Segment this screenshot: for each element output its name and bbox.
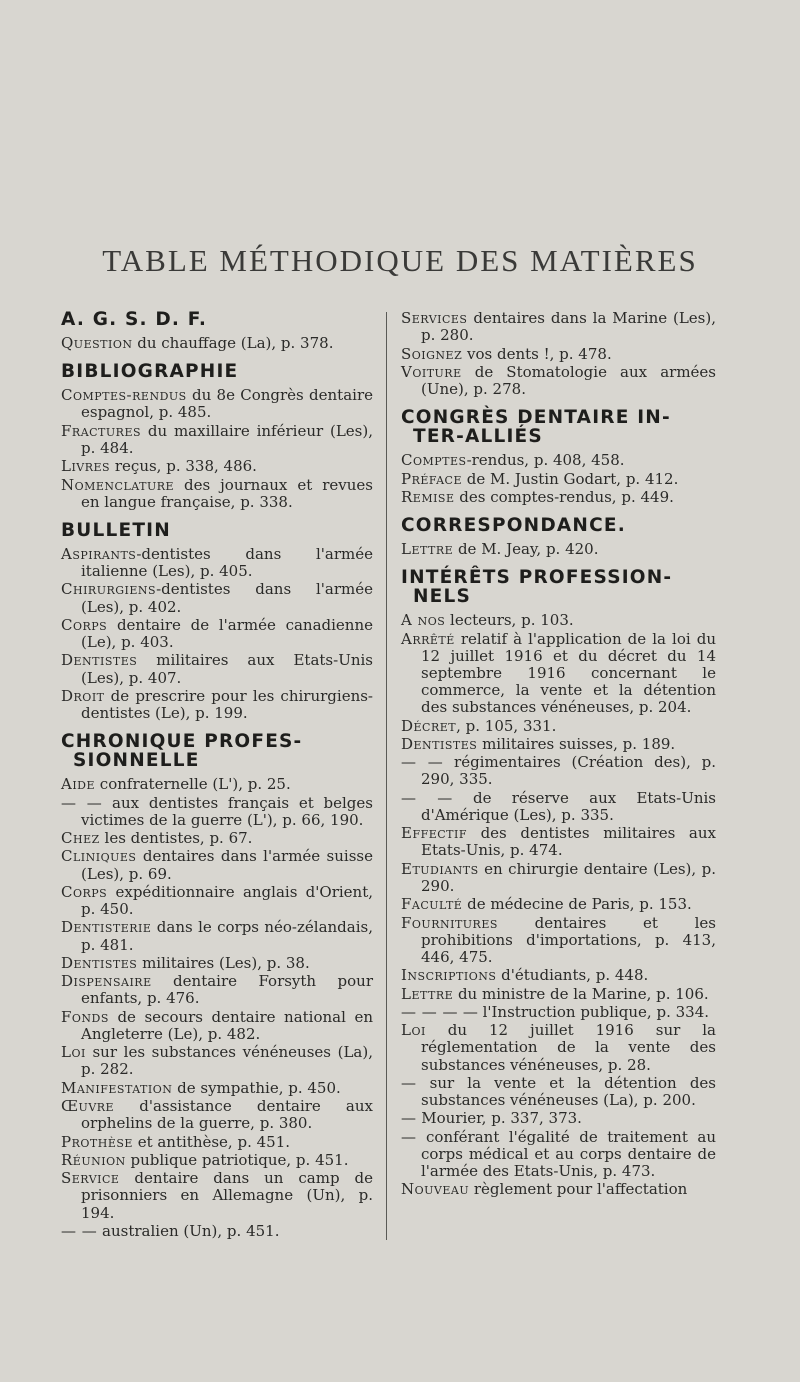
index-entry xyxy=(61,955,373,972)
index-entry xyxy=(401,310,716,344)
index-entry xyxy=(61,335,373,352)
index-entry xyxy=(61,617,373,651)
index-entry xyxy=(401,631,716,717)
index-entry-keyword: Prothèse xyxy=(61,1132,133,1151)
index-entry xyxy=(401,346,716,363)
index-entry xyxy=(61,848,373,882)
index-entry-keyword: Arrêté xyxy=(401,629,455,648)
index-entry-text: du 12 juillet 1916 sur la réglementation de la vente des substances vénéneuses, p. 28. xyxy=(421,1021,716,1074)
section-entries-correspondance xyxy=(401,541,716,558)
index-entry-text: conférant l'égalité de traitement au corps médical et au corps dentaire de l'armée des Etats-Unis, p. 473. xyxy=(416,1127,716,1180)
index-entry-keyword: — xyxy=(401,1127,417,1146)
index-entry-text: confraternelle (L'), p. 25. xyxy=(95,775,291,794)
index-entry xyxy=(61,387,373,421)
index-entry-keyword: Aide xyxy=(61,775,96,794)
index-entry-keyword: Effectif xyxy=(401,824,467,843)
index-entry-keyword: Corps xyxy=(61,615,108,634)
index-entry-keyword: Services xyxy=(401,309,468,327)
section-entries-bulletin xyxy=(61,546,373,722)
index-entry-keyword: Lettre xyxy=(401,540,454,558)
index-entry xyxy=(61,973,373,1007)
index-entry-keyword: Dentistes xyxy=(401,734,478,753)
index-entry xyxy=(401,790,716,824)
index-entry xyxy=(61,688,373,722)
index-entry xyxy=(401,541,716,558)
index-entry-keyword: — — xyxy=(401,753,444,772)
index-entry xyxy=(61,1170,373,1222)
section-heading-correspondance: CORRESPONDANCE. xyxy=(401,515,626,536)
index-entry-text: de Stomatologie aux armées (Une), p. 278. xyxy=(421,362,716,398)
index-entry-text: lecteurs, p. 103. xyxy=(445,611,574,630)
index-entry-text: de sympathie, p. 450. xyxy=(172,1078,341,1097)
index-entry-keyword: Chez xyxy=(61,829,100,848)
index-entry-keyword: Préface xyxy=(401,469,462,488)
index-entry-text: sur la vente et la détention des substances vénéneuses (La), p. 200. xyxy=(416,1073,716,1109)
index-entry-text: dentaires et les prohibitions d'importations, p. 413, 446, 475. xyxy=(421,913,716,966)
index-entry-keyword: — xyxy=(401,1109,417,1128)
index-entry-keyword: Fonds xyxy=(61,1007,109,1026)
index-entry xyxy=(401,1075,716,1109)
index-entry-text: vos dents !, p. 478. xyxy=(462,344,612,363)
section-heading-interets-line2: NELS xyxy=(413,586,472,608)
index-entry-text: militaires aux Etats-Unis (Les), p. 407. xyxy=(81,651,373,687)
index-entry xyxy=(61,546,373,580)
index-entry-text: expéditionnaire anglais d'Orient, p. 450. xyxy=(81,882,373,919)
index-entry-keyword: Etudiants xyxy=(401,859,479,878)
index-entry-text: de prescrire pour les chirurgiens-dentistes (Le), p. 199. xyxy=(81,686,373,723)
index-entry-text: du chauffage (La), p. 378. xyxy=(132,334,334,352)
index-entry xyxy=(401,967,716,984)
index-entry-text: publique patriotique, p. 451. xyxy=(125,1150,349,1169)
index-entry-keyword: Soignez xyxy=(401,344,463,363)
section-heading-interets xyxy=(401,568,716,606)
index-entry xyxy=(401,718,716,735)
index-entry-keyword: Service xyxy=(61,1169,120,1188)
index-entry-keyword: Voiture xyxy=(401,362,462,381)
index-entry xyxy=(401,364,716,398)
index-entry-text: d'assistance dentaire aux orphelins de la guerre, p. 380. xyxy=(81,1097,373,1133)
section-entries-congres xyxy=(401,452,716,506)
index-entry xyxy=(401,754,716,788)
section-entries-chronique xyxy=(61,776,373,1240)
index-entry-text: des comptes-rendus, p. 449. xyxy=(454,487,674,506)
index-entry-text: -dentistes dans l'armée (Les), p. 402. xyxy=(81,580,373,616)
index-entry xyxy=(401,452,716,469)
index-entry xyxy=(61,458,373,475)
index-entry-keyword: Manifestation xyxy=(61,1078,173,1097)
index-entry-text: militaires suisses, p. 189. xyxy=(477,734,676,753)
section-heading-agsdf: A. G. S. D. F. xyxy=(61,309,208,330)
index-entry-text: dans le corps néo-zélandais, p. 481. xyxy=(81,918,373,954)
index-entry-keyword: Nouveau xyxy=(401,1180,470,1199)
index-entry xyxy=(401,1181,716,1198)
page-title: TABLE MÉTHODIQUE DES MATIÈRES xyxy=(102,242,698,278)
index-entry-text: — l'Instruction publique, p. 334. xyxy=(458,1002,710,1021)
index-entry-text: de M. Justin Godart, p. 412. xyxy=(461,469,679,488)
index-entry-keyword: — — — xyxy=(401,1002,459,1021)
index-entry-text: régimentaires (Création des), p. 290, 335. xyxy=(421,753,716,789)
index-entry-text: de réserve aux Etats-Unis d'Amérique (Les), p. 335. xyxy=(421,788,716,824)
index-entry xyxy=(401,1004,716,1021)
index-entry-text: du ministre de la Marine, p. 106. xyxy=(453,984,709,1003)
section-heading-bibliographie: BIBLIOGRAPHIE xyxy=(61,361,239,383)
index-entry-keyword: — — xyxy=(401,788,453,807)
right-column xyxy=(401,310,716,1200)
index-entry-keyword: Livres xyxy=(61,457,111,476)
index-entry-keyword: Remise xyxy=(401,487,455,506)
index-entry-keyword: Droit xyxy=(61,686,105,705)
index-entry-text: du maxillaire inférieur (Les), p. 484. xyxy=(81,421,373,457)
index-entry-keyword: Dentistes xyxy=(61,953,138,972)
index-entry xyxy=(61,477,373,511)
section-heading-chronique-line1: CHRONIQUE PROFES- xyxy=(61,731,303,753)
index-entry xyxy=(61,919,373,953)
index-entry xyxy=(401,736,716,753)
index-entry-text: et antithèse, p. 451. xyxy=(132,1132,291,1151)
index-entry xyxy=(61,884,373,918)
index-entry-keyword: Comptes xyxy=(401,451,467,470)
section-entries-agsdf xyxy=(61,335,373,352)
section-heading-chronique-line2: SIONNELLE xyxy=(73,750,200,772)
section-heading-congres-line2: TER-ALLIÉS xyxy=(413,426,543,448)
index-entry xyxy=(61,1098,373,1132)
index-entry-keyword: Réunion xyxy=(61,1150,126,1169)
index-entry-keyword: Chirurgiens xyxy=(61,580,157,599)
index-entry-keyword: — xyxy=(401,1073,417,1092)
index-entry xyxy=(61,1080,373,1097)
index-entry-keyword: — — xyxy=(61,1221,98,1240)
index-entry xyxy=(401,471,716,488)
left-column xyxy=(61,310,373,1241)
index-entry-text: dentaire Forsyth pour enfants, p. 476. xyxy=(81,972,373,1008)
section-heading-interets-line1: INTÉRÊTS PROFESSION- xyxy=(401,567,673,589)
index-entry xyxy=(401,861,716,895)
index-entry-text: de secours dentaire national en Angleterre (Le), p. 482. xyxy=(81,1007,373,1043)
index-entry-text: des journaux et revues en langue française, p. 338. xyxy=(81,475,373,511)
index-entry xyxy=(61,776,373,793)
index-entry-text: Mourier, p. 337, 373. xyxy=(416,1109,582,1128)
index-entry-text: dentaires dans la Marine (Les), p. 280. xyxy=(421,309,716,345)
index-entry xyxy=(61,1044,373,1078)
index-entry-text: dentaire de l'armée canadienne (Le), p. 403. xyxy=(81,615,373,652)
index-entry-keyword: — — xyxy=(61,793,103,812)
index-entry xyxy=(401,612,716,629)
index-entry-text: aux dentistes français et belges victimes de la guerre (L'), p. 66, 190. xyxy=(81,793,373,829)
index-entry-text: du 8e Congrès dentaire espagnol, p. 485. xyxy=(81,386,373,422)
index-entry-text: , p. 105, 331. xyxy=(456,716,557,735)
index-entry-text: reçus, p. 338, 486. xyxy=(110,457,257,476)
index-entry xyxy=(61,581,373,615)
index-entry-text: -dentistes dans l'armée italienne (Les), p. 405. xyxy=(81,544,373,581)
section-entries-continued xyxy=(401,310,716,398)
index-entry xyxy=(61,1134,373,1151)
index-entry-text: sur les substances vénéneuses (La), p. 282. xyxy=(81,1043,373,1079)
index-entry xyxy=(401,896,716,913)
index-entry-text: d'étudiants, p. 448. xyxy=(496,966,649,985)
section-entries-interets xyxy=(401,612,716,1198)
section-heading-bulletin: BULLETIN xyxy=(61,519,171,541)
index-entry-keyword: Fournitures xyxy=(401,913,498,932)
index-entry xyxy=(61,830,373,847)
index-entry xyxy=(61,1152,373,1169)
index-entry-keyword: Inscriptions xyxy=(401,966,497,985)
index-entry-text: règlement pour l'affectation xyxy=(469,1180,688,1199)
index-entry xyxy=(61,795,373,829)
index-entry-keyword: Loi xyxy=(61,1043,86,1062)
index-entry-keyword: Lettre xyxy=(401,984,454,1003)
column-divider xyxy=(386,312,387,1240)
index-entry-keyword: Dispensaire xyxy=(61,972,152,991)
index-entry-keyword: Nomenclature xyxy=(61,475,175,494)
index-entry-text: militaires (Les), p. 38. xyxy=(137,953,310,972)
index-entry-text: de M. Jeay, p. 420. xyxy=(453,540,599,558)
index-entry xyxy=(401,825,716,859)
index-entry-text: de médecine de Paris, p. 153. xyxy=(462,895,692,914)
index-entry xyxy=(401,986,716,1003)
index-entry-keyword: Cliniques xyxy=(61,847,137,866)
index-entry-text: relatif à l'application de la loi du 12 juillet 1916 et du décret du 14 septembre 1916 concernant le commerce, la vente et la détention des substances vénéneuses, p. 204. xyxy=(421,629,716,717)
index-entry-keyword: Fractures xyxy=(61,421,142,440)
index-entry xyxy=(61,1223,373,1240)
section-heading-chronique xyxy=(61,732,373,770)
index-entry-text: dentaire dans un camp de prisonniers en Allemagne (Un), p. 194. xyxy=(81,1169,373,1222)
index-entry-keyword: Aspirants xyxy=(61,544,137,563)
section-heading-congres xyxy=(401,408,716,446)
index-entry-keyword: Œuvre xyxy=(61,1097,115,1115)
index-entry xyxy=(401,1022,716,1074)
index-entry-keyword: A nos xyxy=(401,611,446,630)
index-entry-text: en chirurgie dentaire (Les), p. 290. xyxy=(421,859,716,895)
index-entry-text: des dentistes militaires aux Etats-Unis, p. 474. xyxy=(421,824,716,860)
index-entry-keyword: Comptes-rendus xyxy=(61,386,187,405)
index-entry-keyword: Dentisterie xyxy=(61,918,152,937)
section-heading-congres-line1: CONGRÈS DENTAIRE IN- xyxy=(401,407,671,429)
index-entry-keyword: Décret xyxy=(401,716,457,735)
index-entry-keyword: Dentistes xyxy=(61,651,138,670)
section-entries-bibliographie xyxy=(61,387,373,511)
index-entry-keyword: Corps xyxy=(61,882,108,901)
index-entry xyxy=(401,1110,716,1127)
index-entry-text: dentaires dans l'armée suisse (Les), p. 69. xyxy=(81,847,373,883)
index-entry-text: les dentistes, p. 67. xyxy=(99,829,253,848)
index-entry-text: australien (Un), p. 451. xyxy=(97,1221,280,1240)
index-entry-keyword: Loi xyxy=(401,1021,426,1040)
index-entry-keyword: Question xyxy=(61,334,133,352)
index-entry-text: -rendus, p. 408, 458. xyxy=(466,451,625,470)
index-entry xyxy=(61,1009,373,1043)
index-entry-keyword: Faculté xyxy=(401,895,463,914)
index-entry xyxy=(61,652,373,686)
index-entry xyxy=(401,1129,716,1181)
index-entry xyxy=(61,423,373,457)
index-entry xyxy=(401,489,716,506)
index-entry xyxy=(401,915,716,967)
